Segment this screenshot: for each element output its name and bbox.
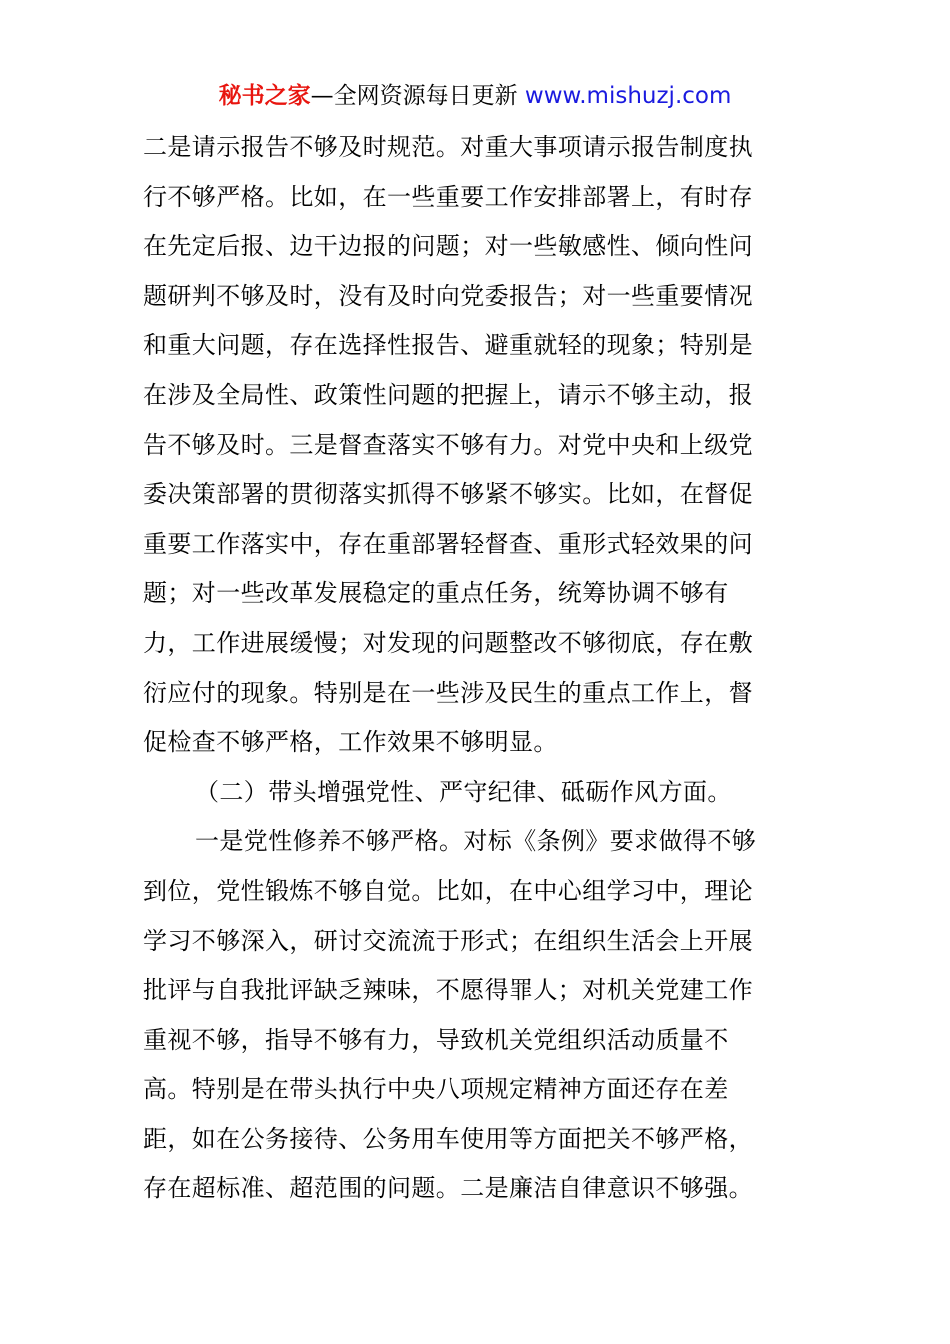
text-line: 二是请示报告不够及时规范。对重大事项请示报告制度执: [143, 133, 753, 161]
text-line: 告不够及时。三是督查落实不够有力。对党中央和上级党: [143, 430, 753, 459]
site-tagline: —全网资源每日更新: [310, 83, 518, 109]
text-line: 衍应付的现象。特别是在一些涉及民生的重点工作上，督: [143, 678, 753, 707]
text-line: 力，工作进展缓慢；对发现的问题整改不够彻底，存在敷: [143, 628, 753, 657]
text-line: 在先定后报、边干边报的问题；对一些敏感性、倾向性问: [143, 232, 753, 261]
paragraph-first-line: 一是党性修养不够严格。对标《条例》要求做得不够: [195, 827, 757, 856]
text-line: 距，如在公务接待、公务用车使用等方面把关不够严格，: [143, 1124, 753, 1153]
text-line: 题；对一些改革发展稳定的重点任务，统筹协调不够有: [143, 579, 729, 608]
text-line: 和重大问题，存在选择性报告、避重就轻的现象；特别是: [143, 331, 753, 360]
text-line: 题研判不够及时，没有及时向党委报告；对一些重要情况: [143, 281, 753, 310]
site-brand: 秘书之家: [218, 83, 311, 109]
text-line: 促检查不够严格，工作效果不够明显。: [143, 728, 558, 757]
text-line: 重要工作落实中，存在重部署轻督查、重形式轻效果的问: [143, 529, 753, 558]
text-line: 到位，党性锻炼不够自觉。比如，在中心组学习中，理论: [143, 876, 753, 905]
section-heading: （二）带头增强党性、严守纪律、砥砺作风方面。: [195, 777, 732, 806]
text-line: 高。特别是在带头执行中央八项规定精神方面还存在差: [143, 1075, 729, 1104]
text-line: 在涉及全局性、政策性问题的把握上，请示不够主动，报: [143, 380, 753, 409]
document-body: [143, 123, 808, 1214]
site-header: [0, 80, 950, 112]
text-line: 委决策部署的贯彻落实抓得不够紧不够实。比如，在督促: [143, 480, 753, 509]
text-line: 批评与自我批评缺乏辣味，不愿得罪人；对机关党建工作: [143, 976, 753, 1005]
site-url-link[interactable]: www.mishuzj.com: [524, 83, 732, 109]
text-line: 行不够严格。比如，在一些重要工作安排部署上，有时存: [143, 182, 753, 211]
text-line: 重视不够，指导不够有力，导致机关党组织活动质量不: [143, 1025, 729, 1054]
text-line: 学习不够深入，研讨交流流于形式；在组织生活会上开展: [143, 926, 753, 955]
text-line: 存在超标准、超范围的问题。二是廉洁自律意识不够强。: [143, 1174, 753, 1203]
